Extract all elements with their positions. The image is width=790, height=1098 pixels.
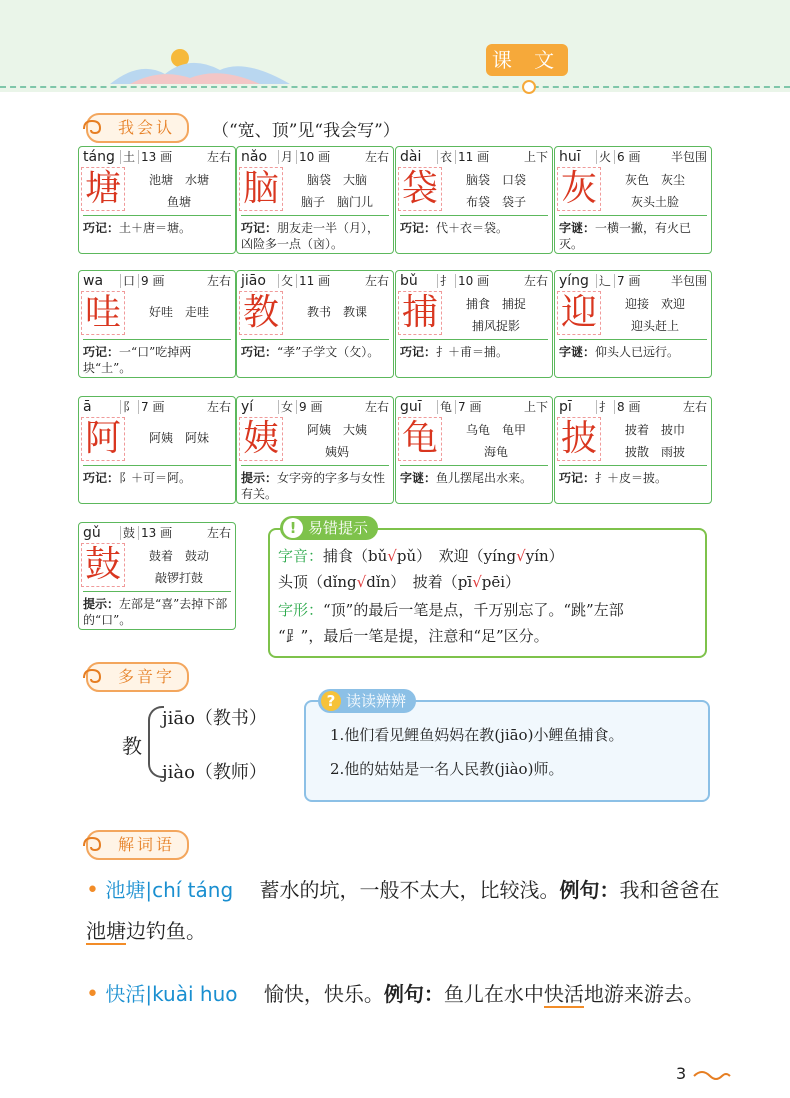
- read-sentence-2: 2.他的姑姑是一名人民教(jiào)师。: [330, 760, 564, 778]
- char-strokes: 9 画: [141, 271, 164, 291]
- char-card-header: [555, 271, 711, 291]
- char-card: [554, 270, 712, 378]
- char-memo: 巧记：“孝”子学文（攵）。: [241, 339, 389, 360]
- char-card-header: [237, 271, 393, 291]
- char-strokes: 8 画: [617, 397, 640, 417]
- char-glyph: 披: [557, 417, 601, 461]
- char-word-line: 池塘 水塘: [148, 173, 209, 187]
- char-words: [442, 293, 550, 337]
- char-pinyin: ā: [83, 399, 92, 415]
- char-memo: 字谜：仰头人已远行。: [559, 339, 707, 360]
- char-pinyin: yí: [241, 399, 254, 415]
- char-glyph: 鼓: [81, 543, 125, 587]
- char-pinyin: wa: [83, 273, 104, 289]
- char-word-line: 姨妈: [324, 445, 349, 459]
- vocab-pinyin: chí táng: [152, 878, 234, 902]
- char-strokes: 7 画: [617, 271, 640, 291]
- char-word-line: 灰头土脸: [630, 195, 679, 209]
- char-glyph: 教: [239, 291, 283, 335]
- char-strokes: 13 画: [141, 147, 172, 167]
- char-word-line: 披着 披巾: [624, 423, 685, 437]
- char-pinyin: guī: [400, 399, 422, 415]
- char-word-line: 布袋 袋子: [465, 195, 526, 209]
- char-word-line: 迎头赶上: [630, 319, 679, 333]
- char-structure: 左右: [364, 400, 389, 414]
- error-tip-shape-2: “⻊”，最后一笔是提，注意和“足”区分。: [278, 627, 549, 645]
- char-glyph: 捕: [398, 291, 442, 335]
- polyphone-reading-2: jiào（教师）: [162, 762, 267, 783]
- error-tip-pronunciation: 字音：捕食（bǔ√pǔ） 欢迎（yíng√yín）: [278, 547, 564, 565]
- char-card-header: [79, 147, 235, 167]
- char-radical: 龟: [440, 397, 452, 417]
- vocab-definition: 蓄水的坑，一般不太大，比较浅。: [259, 878, 560, 902]
- char-card-header: [396, 397, 552, 417]
- char-strokes: 11 画: [299, 271, 330, 291]
- char-radical: 攵: [281, 271, 293, 291]
- vocab-item: • 快活|kuài huo 愉快，快乐。例句：鱼儿在水中快活地游来游去。: [86, 982, 704, 1007]
- swirl-icon: [78, 662, 108, 692]
- char-memo: 字谜：一横一撇，有火已灭。: [559, 215, 707, 252]
- exclamation-icon: !: [283, 518, 303, 538]
- char-word-line: 披散 雨披: [624, 445, 685, 459]
- char-card-header: [396, 147, 552, 167]
- section-literacy-label: 我会认: [118, 118, 176, 137]
- char-word-line: 鼓着 鼓动: [148, 549, 209, 563]
- char-pinyin: bǔ: [400, 273, 418, 289]
- char-card-header: [79, 271, 235, 291]
- tab-dot-icon: [522, 80, 536, 94]
- char-card: [78, 522, 236, 630]
- char-words: [283, 419, 391, 463]
- char-strokes: 13 画: [141, 523, 172, 543]
- char-structure: 半包围: [670, 150, 707, 164]
- vocab-term: 池塘: [105, 878, 146, 902]
- char-glyph: 脑: [239, 167, 283, 211]
- char-memo: 巧记：朋友走一半（月），凶险多一点（㐫）。: [241, 215, 389, 252]
- char-word-line: 脑袋 大脑: [306, 173, 367, 187]
- char-word-line: 好哇 走哇: [148, 305, 209, 319]
- char-card: [236, 146, 394, 254]
- char-radical: 辶: [599, 271, 611, 291]
- char-card: [78, 396, 236, 504]
- char-glyph: 哇: [81, 291, 125, 335]
- char-structure: 左右: [364, 150, 389, 164]
- read-sentence-1: 1.他们看见鲤鱼妈妈在教(jiāo)小鲤鱼捕食。: [330, 726, 624, 744]
- char-memo: 提示：左部是“喜”去掉下部的“口”。: [83, 591, 231, 628]
- char-glyph: 阿: [81, 417, 125, 461]
- swirl-icon: [78, 830, 108, 860]
- char-word-line: 敲锣打鼓: [154, 571, 203, 585]
- char-pinyin: gǔ: [83, 525, 101, 541]
- char-word-line: 迎接 欢迎: [624, 297, 685, 311]
- char-radical: 衣: [440, 147, 452, 167]
- char-card: [236, 396, 394, 504]
- char-glyph: 袋: [398, 167, 442, 211]
- char-radical: 月: [281, 147, 293, 167]
- question-icon: ?: [321, 691, 341, 711]
- char-glyph: 龟: [398, 417, 442, 461]
- literacy-note: （“宽、顶”见“我会写”）: [212, 121, 400, 141]
- page-number: 3: [676, 1064, 687, 1083]
- char-pinyin: táng: [83, 149, 115, 165]
- vocab-term: 快活: [105, 982, 146, 1006]
- char-words: [125, 427, 233, 449]
- char-word-line: 教书 教课: [306, 305, 367, 319]
- char-strokes: 6 画: [617, 147, 640, 167]
- char-words: [442, 169, 550, 213]
- vocab-definition: 愉快，快乐。: [263, 982, 384, 1006]
- char-radical: 火: [599, 147, 611, 167]
- char-pinyin: dài: [400, 149, 422, 165]
- char-word-line: 鱼塘: [166, 195, 191, 209]
- char-radical: 阝: [123, 397, 135, 417]
- char-strokes: 7 画: [141, 397, 164, 417]
- lesson-tab: [486, 44, 568, 76]
- char-card: [554, 396, 712, 504]
- swirl-icon: [78, 113, 108, 143]
- char-radical: 口: [123, 271, 135, 291]
- swirl-tail-icon: [692, 1066, 732, 1086]
- error-tip-label: ! 易错提示: [280, 516, 378, 540]
- polyphone-reading-1: jiāo（教书）: [162, 708, 267, 729]
- char-card: [395, 146, 553, 254]
- char-pinyin: jiāo: [241, 273, 266, 289]
- read-distinguish-box: [304, 692, 710, 802]
- lesson-tab-label: 课 文: [491, 48, 563, 72]
- char-radical: 扌: [440, 271, 452, 291]
- char-memo: 提示：女字旁的字多与女性有关。: [241, 465, 389, 502]
- char-strokes: 10 画: [299, 147, 330, 167]
- char-structure: 左右: [206, 150, 231, 164]
- char-radical: 土: [123, 147, 135, 167]
- char-card: [395, 270, 553, 378]
- char-strokes: 10 画: [458, 271, 489, 291]
- char-glyph: 灰: [557, 167, 601, 211]
- char-word-line: 阿姨 阿妹: [148, 431, 209, 445]
- char-words: [601, 293, 709, 337]
- char-pinyin: huī: [559, 149, 581, 165]
- char-structure: 半包围: [670, 274, 707, 288]
- char-radical: 女: [281, 397, 293, 417]
- polyphone-char: 教: [122, 734, 142, 758]
- char-radical: 鼓: [123, 523, 135, 543]
- char-strokes: 9 画: [299, 397, 322, 417]
- char-word-line: 乌龟 龟甲: [465, 423, 526, 437]
- char-memo: 巧记：土＋唐＝塘。: [83, 215, 231, 236]
- char-memo: 巧记：扌＋皮＝披。: [559, 465, 707, 486]
- section-vocab-title: [86, 830, 189, 860]
- char-glyph: 姨: [239, 417, 283, 461]
- char-words: [601, 419, 709, 463]
- char-card: [395, 396, 553, 504]
- bullet-icon: •: [86, 982, 99, 1007]
- error-tip-box: [268, 519, 707, 658]
- char-pinyin: pī: [559, 399, 572, 415]
- section-polyphone-label: 多音字: [118, 667, 176, 686]
- section-polyphone-title: [86, 662, 189, 692]
- char-glyph: 塘: [81, 167, 125, 211]
- char-structure: 上下: [523, 400, 548, 414]
- char-memo: 巧记：阝＋可＝阿。: [83, 465, 231, 486]
- char-strokes: 11 画: [458, 147, 489, 167]
- char-words: [125, 169, 233, 213]
- bullet-icon: •: [86, 878, 99, 903]
- char-word-line: 脑子 脑门儿: [300, 195, 373, 209]
- char-word-line: 灰色 灰尘: [624, 173, 685, 187]
- char-structure: 左右: [364, 274, 389, 288]
- char-memo: 字谜：鱼儿摆尾出水来。: [400, 465, 548, 486]
- char-structure: 左右: [523, 274, 548, 288]
- char-card: [78, 146, 236, 254]
- char-pinyin: yíng: [559, 273, 589, 289]
- char-words: [442, 419, 550, 463]
- error-tip-shape: 字形：“顶”的最后一笔是点，千万别忘了。“跳”左部: [278, 601, 624, 619]
- char-words: [283, 169, 391, 213]
- char-structure: 左右: [206, 400, 231, 414]
- char-card-header: [555, 397, 711, 417]
- char-words: [601, 169, 709, 213]
- char-card-header: [555, 147, 711, 167]
- char-card: [554, 146, 712, 254]
- char-radical: 扌: [599, 397, 611, 417]
- char-words: [125, 545, 233, 589]
- header-dashed-line: [0, 86, 790, 88]
- char-word-line: 捕食 捕捉: [465, 297, 526, 311]
- mountain-sun-illustration: [110, 40, 290, 86]
- char-word-line: 捕风捉影: [471, 319, 520, 333]
- vocab-pinyin: kuài huo: [152, 982, 238, 1006]
- char-words: [283, 301, 391, 323]
- char-card-header: [237, 397, 393, 417]
- char-strokes: 7 画: [458, 397, 481, 417]
- char-pinyin: nǎo: [241, 149, 268, 165]
- char-word-line: 脑袋 口袋: [465, 173, 526, 187]
- char-card-header: [237, 147, 393, 167]
- char-card-header: [79, 523, 235, 543]
- char-card: [78, 270, 236, 378]
- char-card-header: [396, 271, 552, 291]
- char-structure: 左右: [206, 274, 231, 288]
- error-tip-pronunciation-2: 头顶（dǐng√dǐn） 披着（pī√pēi）: [278, 573, 521, 591]
- section-vocab-label: 解词语: [118, 835, 176, 854]
- char-structure: 左右: [206, 526, 231, 540]
- char-word-line: 阿姨 大姨: [306, 423, 367, 437]
- vocab-item: • 池塘|chí táng 蓄水的坑，一般不太大，比较浅。例句：我和爸爸在池塘边钓鱼。: [86, 878, 720, 943]
- char-glyph: 迎: [557, 291, 601, 335]
- char-memo: 巧记：扌＋甫＝捕。: [400, 339, 548, 360]
- header-band: [0, 0, 790, 92]
- char-memo: 巧记：代＋衣＝袋。: [400, 215, 548, 236]
- char-card: [236, 270, 394, 378]
- char-words: [125, 301, 233, 323]
- char-word-line: 海龟: [483, 445, 508, 459]
- char-card-header: [79, 397, 235, 417]
- section-literacy-title: [86, 113, 189, 143]
- read-distinguish-label: ? 读读辨辨: [318, 689, 416, 713]
- char-structure: 上下: [523, 150, 548, 164]
- char-memo: 巧记：一“口”吃掉两块“土”。: [83, 339, 231, 376]
- char-structure: 左右: [682, 400, 707, 414]
